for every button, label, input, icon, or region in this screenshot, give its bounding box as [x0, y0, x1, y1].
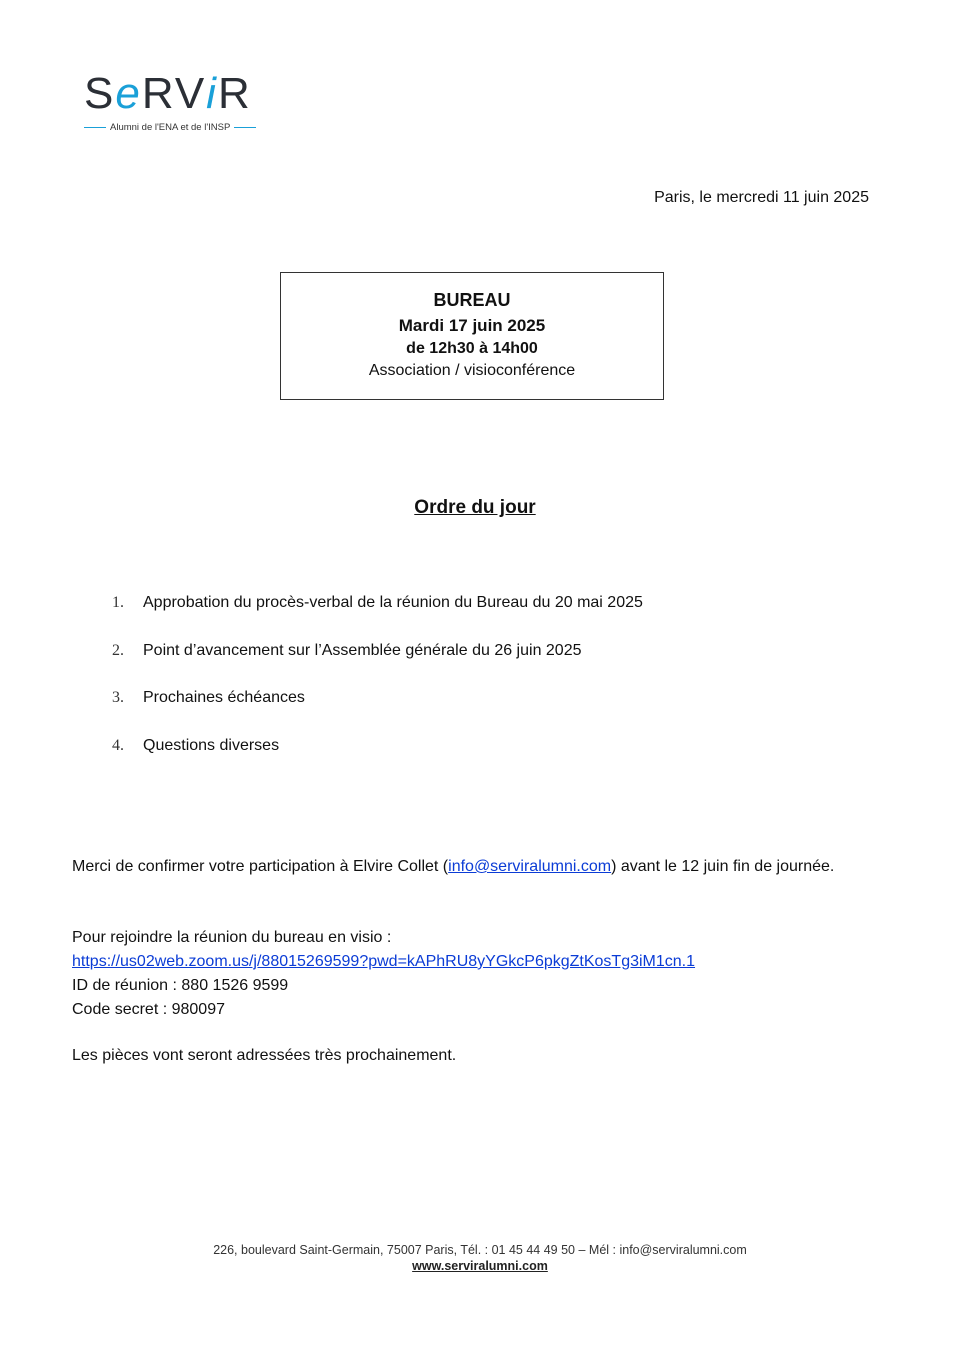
footer-website-link[interactable]: www.serviralumni.com [412, 1259, 548, 1273]
logo-tagline: Alumni de l'ENA et de l'INSP [84, 122, 280, 133]
zoom-link[interactable]: https://us02web.zoom.us/j/88015269599?pwd=kAPhRU8yYGkcP6pkgZtKosTg3iM1cn.1 [72, 953, 696, 970]
footer [0, 1243, 960, 1273]
agenda-item: 4. Questions diverses [112, 736, 280, 754]
servir-logo [84, 69, 280, 142]
meeting-time: de 12h30 à 14h00 [406, 340, 538, 357]
visio-intro: Pour rejoindre la réunion du bureau en visio : [72, 929, 392, 946]
email-link[interactable]: info@serviralumni.com [448, 858, 612, 875]
closing-paragraph: Les pièces vont seront adressées très prochainement. [72, 1047, 457, 1064]
confirm-paragraph: Merci de confirmer votre participation à Elvire Collet (info@serviralumni.com) avant le 12 juin fin de journée. [72, 858, 835, 875]
meeting-location: Association / visioconférence [368, 362, 576, 379]
meeting-title: BUREAU [433, 290, 511, 310]
date-line: Paris, le mercredi 11 juin 2025 [654, 189, 869, 206]
meeting-box [280, 272, 664, 400]
meeting-code: Code secret : 980097 [72, 1001, 225, 1018]
meeting-date: Mardi 17 juin 2025 [398, 316, 546, 335]
agenda-item: 1. Approbation du procès-verbal de la réunion du Bureau du 20 mai 2025 [112, 594, 643, 611]
visio-paragraph [72, 926, 878, 1022]
agenda-item: 2. Point d’avancement sur l’Assemblée générale du 26 juin 2025 [112, 641, 582, 659]
meeting-id: ID de réunion : 880 1526 9599 [72, 977, 289, 994]
agenda-item: 3. Prochaines échéances [112, 689, 305, 706]
agenda-heading: Ordre du jour [414, 497, 536, 518]
footer-address: 226, boulevard Saint-Germain, 75007 Paris, Tél. : 01 45 44 49 50 – Mél : info@serviralumni.com [213, 1243, 747, 1257]
agenda-list [112, 594, 643, 784]
logo-wordmark: SeRViR [84, 69, 252, 118]
